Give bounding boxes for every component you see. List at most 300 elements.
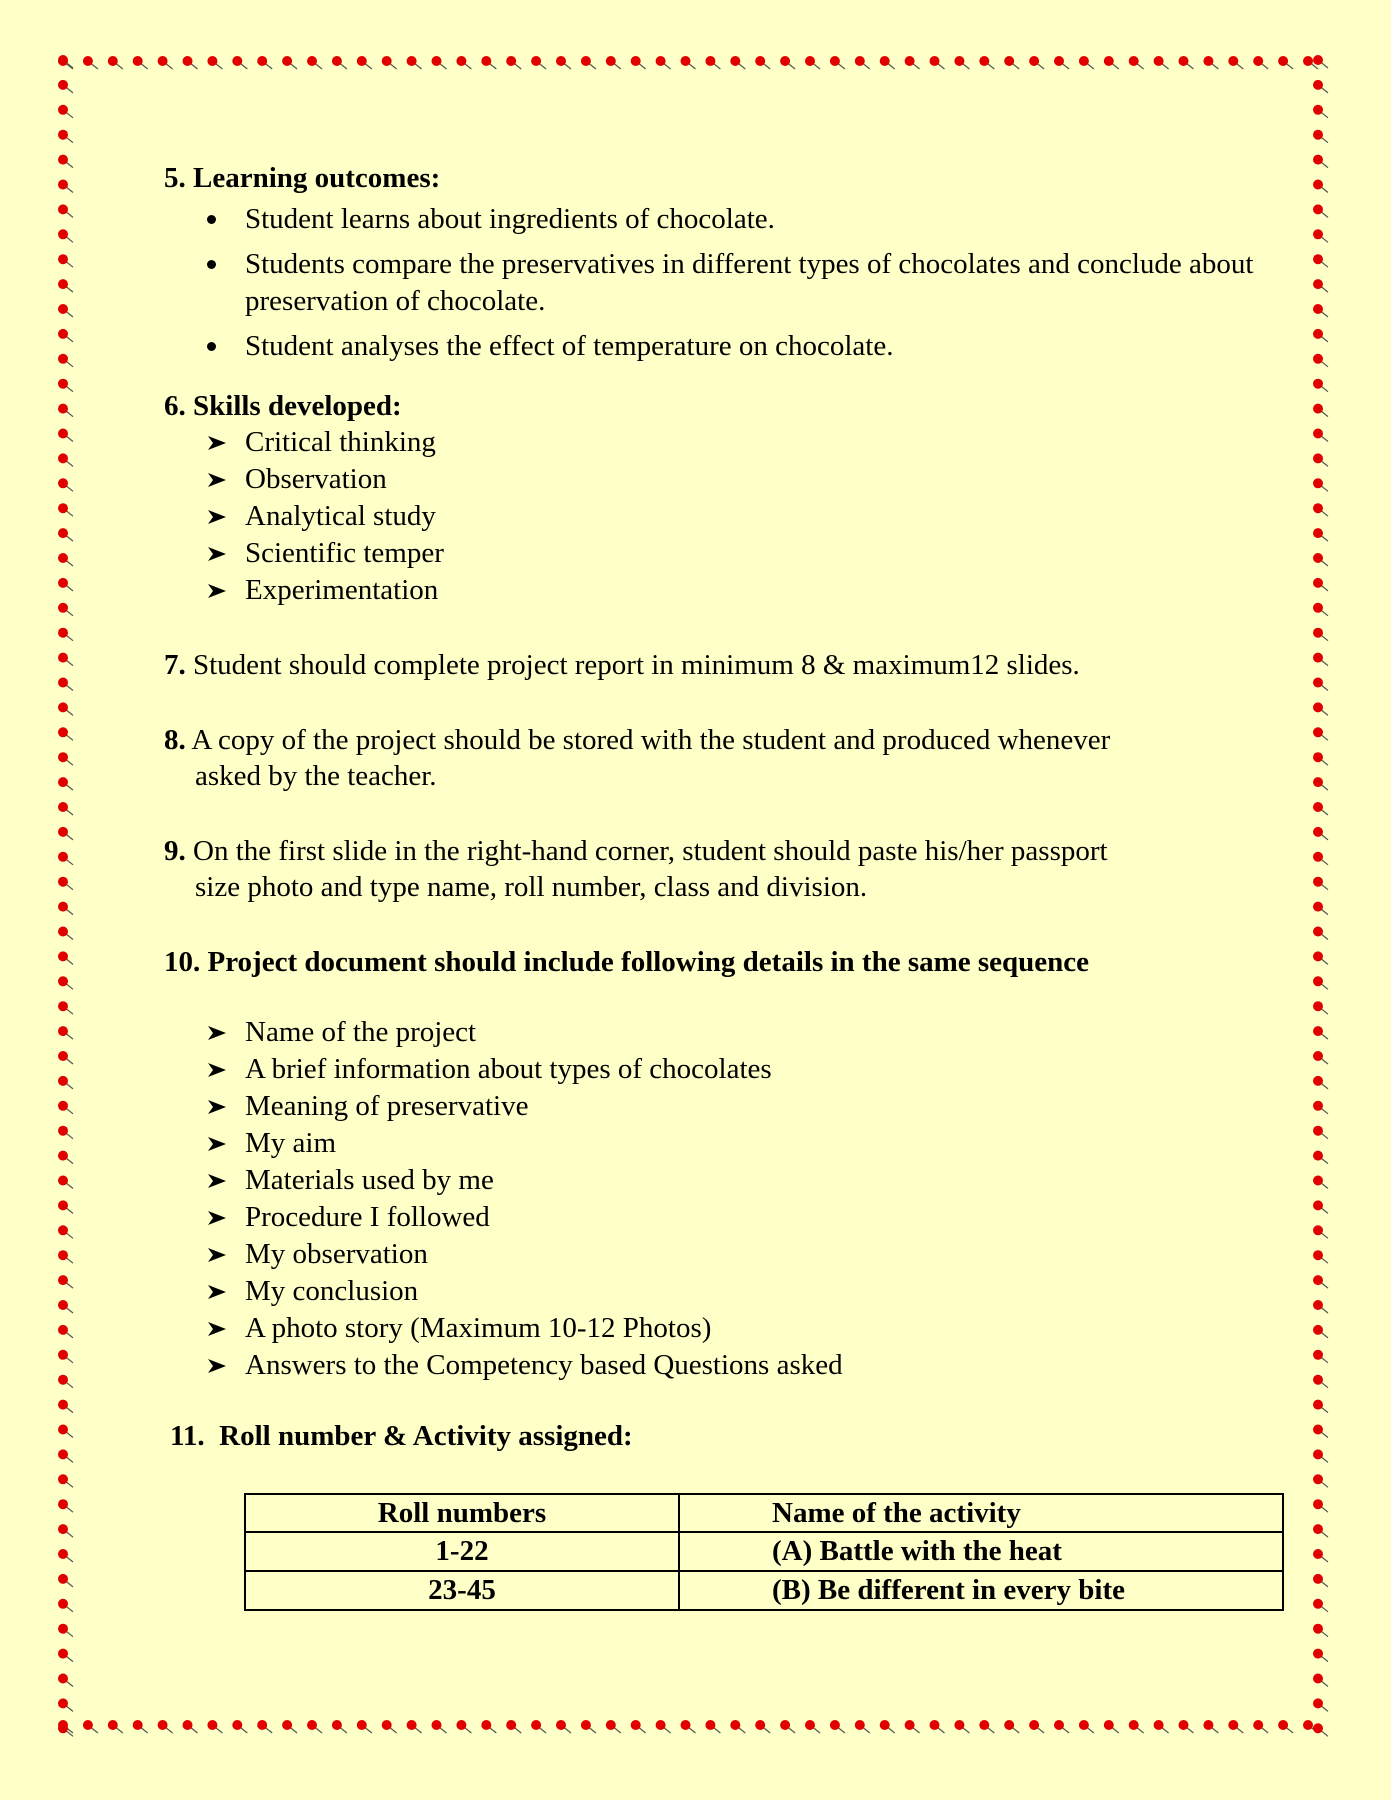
border-pin-dot	[58, 1698, 73, 1711]
border-pin-dot	[1313, 1549, 1328, 1562]
border-pin-dot	[58, 628, 73, 641]
border-pin-dot	[954, 1720, 969, 1733]
border-pin-dot	[581, 1720, 596, 1733]
border-pin-dot	[1029, 56, 1044, 69]
border-pin-dot	[1313, 976, 1328, 989]
border-pin-dot	[1278, 1720, 1293, 1733]
border-pin-dot	[58, 1250, 73, 1263]
border-pin-dot	[730, 1720, 745, 1733]
border-pin-dot	[58, 379, 73, 392]
border-pin-dot	[158, 56, 173, 69]
border-pin-dot	[1313, 1126, 1328, 1139]
table-row	[245, 1571, 1283, 1610]
border-pin-dot	[1253, 56, 1268, 69]
border-pin-dot	[58, 603, 73, 616]
border-pin-dot	[58, 1499, 73, 1512]
border-pin-dot	[1313, 628, 1328, 641]
document-details-list	[164, 1014, 1294, 1384]
border-pin-dot	[1313, 702, 1328, 715]
border-pin-dot	[1054, 56, 1069, 69]
border-pin-dot	[58, 902, 73, 915]
decorative-border-right	[1312, 54, 1332, 1738]
border-pin-dot	[855, 1720, 870, 1733]
border-pin-dot	[133, 1720, 148, 1733]
border-pin-dot	[58, 777, 73, 790]
section-text: On the first slide in the right-hand corner, student should paste his/her passport size photo and type name, roll number, class and division.	[193, 834, 1108, 904]
border-pin-dot	[1104, 1720, 1119, 1733]
border-pin-dot	[531, 1720, 546, 1733]
border-pin-dot	[1313, 105, 1328, 118]
border-pin-dot	[1313, 1375, 1328, 1388]
border-pin-dot	[1313, 1051, 1328, 1064]
border-pin-dot	[1129, 56, 1144, 69]
arrowhead-bullet-icon	[207, 1062, 227, 1078]
border-pin-dot	[1313, 1001, 1328, 1014]
border-pin-dot	[58, 478, 73, 491]
border-pin-dot	[58, 653, 73, 666]
border-pin-dot	[855, 56, 870, 69]
border-pin-dot	[58, 105, 73, 118]
border-pin-dot	[407, 56, 422, 69]
border-pin-dot	[83, 1720, 98, 1733]
border-pin-dot	[730, 56, 745, 69]
border-pin-dot	[58, 1524, 73, 1537]
list-item: Student learns about ingredients of chocolate.	[245, 201, 1294, 238]
arrowhead-bullet-icon	[207, 472, 227, 488]
border-pin-dot	[481, 56, 496, 69]
border-pin-dot	[58, 304, 73, 317]
section-7-paragraph	[164, 647, 1155, 684]
border-pin-dot	[1313, 180, 1328, 193]
list-item: Answers to the Competency based Questions asked	[245, 1347, 1294, 1384]
list-item: Procedure I followed	[245, 1199, 1294, 1236]
border-pin-dot	[1129, 1720, 1144, 1733]
decorative-border-top	[57, 54, 1332, 74]
border-pin-dot	[58, 1151, 73, 1164]
border-pin-dot	[58, 553, 73, 566]
border-pin-dot	[1313, 852, 1328, 865]
list-item: My conclusion	[245, 1273, 1294, 1310]
border-pin-dot	[1313, 1350, 1328, 1363]
border-pin-dot	[1313, 1649, 1328, 1662]
border-pin-dot	[606, 1720, 621, 1733]
border-pin-dot	[58, 1449, 73, 1462]
border-pin-dot	[1313, 727, 1328, 740]
border-pin-dot	[58, 578, 73, 591]
arrowhead-bullet-icon	[207, 546, 227, 562]
border-pin-dot	[905, 1720, 920, 1733]
border-pin-dot	[108, 1720, 123, 1733]
border-pin-dot	[158, 1720, 173, 1733]
section-9-paragraph	[164, 833, 1155, 906]
border-pin-dot	[656, 56, 671, 69]
border-pin-dot	[1313, 1076, 1328, 1089]
border-pin-dot	[58, 254, 73, 267]
border-pin-dot	[58, 877, 73, 890]
border-pin-dot	[58, 1300, 73, 1313]
border-pin-dot	[1313, 528, 1328, 541]
border-pin-dot	[1313, 55, 1328, 68]
border-pin-dot	[1313, 1225, 1328, 1238]
border-pin-dot	[432, 1720, 447, 1733]
border-pin-dot	[1313, 1425, 1328, 1438]
border-pin-dot	[1313, 379, 1328, 392]
border-pin-dot	[332, 56, 347, 69]
border-pin-dot	[58, 802, 73, 815]
border-pin-dot	[830, 56, 845, 69]
border-pin-dot	[58, 1200, 73, 1213]
border-pin-dot	[257, 56, 272, 69]
border-pin-dot	[432, 56, 447, 69]
border-pin-dot	[58, 1624, 73, 1637]
border-pin-dot	[506, 56, 521, 69]
border-pin-dot	[382, 1720, 397, 1733]
border-pin-dot	[58, 1176, 73, 1189]
border-pin-dot	[83, 56, 98, 69]
border-pin-dot	[1313, 1698, 1328, 1711]
section-8-paragraph	[164, 722, 1155, 795]
column-header: Roll numbers	[245, 1494, 679, 1533]
border-pin-dot	[58, 852, 73, 865]
border-pin-dot	[1313, 204, 1328, 217]
border-pin-dot	[58, 80, 73, 93]
border-pin-dot	[58, 1325, 73, 1338]
border-pin-dot	[58, 1350, 73, 1363]
border-pin-dot	[58, 752, 73, 765]
border-pin-dot	[1313, 678, 1328, 691]
list-item: Analytical study	[245, 498, 1294, 535]
border-pin-dot	[1313, 304, 1328, 317]
border-pin-dot	[58, 1400, 73, 1413]
border-pin-dot	[58, 204, 73, 217]
border-pin-dot	[58, 503, 73, 516]
section-number: 8.	[164, 723, 186, 756]
border-pin-dot	[1313, 229, 1328, 242]
list-item: Name of the project	[245, 1014, 1294, 1051]
list-item: A photo story (Maximum 10-12 Photos)	[245, 1310, 1294, 1347]
border-pin-dot	[656, 1720, 671, 1733]
border-pin-dot	[556, 56, 571, 69]
border-pin-dot	[58, 329, 73, 342]
border-pin-dot	[58, 279, 73, 292]
border-pin-dot	[183, 56, 198, 69]
list-item: My observation	[245, 1236, 1294, 1273]
border-pin-dot	[1079, 56, 1094, 69]
border-pin-dot	[930, 56, 945, 69]
section-number: 6.	[164, 389, 186, 422]
decorative-border-left	[57, 54, 77, 1738]
border-pin-dot	[58, 678, 73, 691]
arrowhead-bullet-icon	[207, 1173, 227, 1189]
border-pin-dot	[979, 1720, 994, 1733]
border-pin-dot	[1313, 1499, 1328, 1512]
border-pin-dot	[58, 453, 73, 466]
border-pin-dot	[1313, 1101, 1328, 1114]
border-pin-dot	[58, 180, 73, 193]
table-row	[245, 1532, 1283, 1571]
border-pin-dot	[1313, 80, 1328, 93]
border-pin-dot	[1313, 1325, 1328, 1338]
border-pin-dot	[1029, 1720, 1044, 1733]
border-pin-dot	[481, 1720, 496, 1733]
border-pin-dot	[1313, 578, 1328, 591]
border-pin-dot	[1313, 329, 1328, 342]
border-pin-dot	[1313, 951, 1328, 964]
border-pin-dot	[232, 56, 247, 69]
border-pin-dot	[780, 56, 795, 69]
border-pin-dot	[58, 1723, 73, 1736]
border-pin-dot	[207, 1720, 222, 1733]
border-pin-dot	[58, 130, 73, 143]
border-pin-dot	[58, 55, 73, 68]
border-pin-dot	[58, 1574, 73, 1587]
border-pin-dot	[307, 1720, 322, 1733]
section-number: 5.	[164, 162, 186, 194]
border-pin-dot	[1313, 902, 1328, 915]
border-pin-dot	[755, 1720, 770, 1733]
border-pin-dot	[1313, 1474, 1328, 1487]
border-pin-dot	[58, 155, 73, 168]
border-pin-dot	[1313, 777, 1328, 790]
border-pin-dot	[257, 1720, 272, 1733]
border-pin-dot	[1313, 1599, 1328, 1612]
border-pin-dot	[1004, 1720, 1019, 1733]
document-body	[164, 160, 1294, 1611]
section-title: Learning outcomes:	[193, 162, 441, 194]
border-pin-dot	[606, 56, 621, 69]
border-pin-dot	[1313, 1300, 1328, 1313]
list-item: Materials used by me	[245, 1162, 1294, 1199]
section-number: 9.	[164, 834, 186, 867]
border-pin-dot	[954, 56, 969, 69]
border-pin-dot	[58, 229, 73, 242]
border-pin-dot	[382, 56, 397, 69]
border-pin-dot	[1228, 56, 1243, 69]
border-pin-dot	[58, 1599, 73, 1612]
border-pin-dot	[755, 56, 770, 69]
border-pin-dot	[830, 1720, 845, 1733]
list-item: Students compare the preservatives in different types of chocolates and conclude about preservation of chocolate.	[245, 246, 1294, 319]
border-pin-dot	[1313, 279, 1328, 292]
border-pin-dot	[1313, 877, 1328, 890]
border-pin-dot	[58, 827, 73, 840]
section-10-heading	[164, 944, 1294, 981]
border-pin-dot	[1313, 827, 1328, 840]
list-item: Observation	[245, 461, 1294, 498]
border-pin-dot	[58, 1225, 73, 1238]
activity-assignment-table	[244, 1493, 1284, 1611]
border-pin-dot	[880, 56, 895, 69]
list-item: Critical thinking	[245, 424, 1294, 461]
border-pin-dot	[631, 1720, 646, 1733]
skills-list	[164, 424, 1294, 609]
border-pin-dot	[1228, 1720, 1243, 1733]
border-pin-dot	[681, 1720, 696, 1733]
border-pin-dot	[1154, 1720, 1169, 1733]
border-pin-dot	[1313, 1250, 1328, 1263]
border-pin-dot	[705, 56, 720, 69]
border-pin-dot	[58, 1026, 73, 1039]
section-title: Roll number & Activity assigned:	[219, 1420, 633, 1453]
border-pin-dot	[282, 1720, 297, 1733]
section-5-heading	[164, 160, 1294, 197]
border-pin-dot	[1313, 752, 1328, 765]
border-pin-dot	[307, 56, 322, 69]
arrowhead-bullet-icon	[207, 1136, 227, 1152]
border-pin-dot	[58, 1649, 73, 1662]
border-pin-dot	[556, 1720, 571, 1733]
border-pin-dot	[58, 1674, 73, 1687]
border-pin-dot	[58, 951, 73, 964]
section-number: 7.	[164, 649, 186, 682]
section-number: 11.	[170, 1420, 205, 1453]
border-pin-dot	[1154, 56, 1169, 69]
border-pin-dot	[58, 1549, 73, 1562]
border-pin-dot	[1104, 56, 1119, 69]
border-pin-dot	[58, 927, 73, 940]
border-pin-dot	[58, 976, 73, 989]
border-pin-dot	[1313, 1674, 1328, 1687]
border-pin-dot	[1313, 1624, 1328, 1637]
arrowhead-bullet-icon	[207, 435, 227, 451]
border-pin-dot	[805, 1720, 820, 1733]
border-pin-dot	[58, 1076, 73, 1089]
border-pin-dot	[1313, 553, 1328, 566]
border-pin-dot	[207, 56, 222, 69]
border-pin-dot	[1179, 1720, 1194, 1733]
border-pin-dot	[506, 1720, 521, 1733]
border-pin-dot	[58, 528, 73, 541]
decorative-border-bottom	[57, 1718, 1332, 1738]
list-item: Student analyses the effect of temperature on chocolate.	[245, 328, 1294, 365]
border-pin-dot	[1313, 1400, 1328, 1413]
arrowhead-bullet-icon	[207, 1247, 227, 1263]
border-pin-dot	[1313, 1524, 1328, 1537]
arrowhead-bullet-icon	[207, 509, 227, 525]
border-pin-dot	[58, 1126, 73, 1139]
list-item: Meaning of preservative	[245, 1088, 1294, 1125]
arrowhead-bullet-icon	[207, 1099, 227, 1115]
list-item: Scientific temper	[245, 535, 1294, 572]
border-pin-dot	[108, 56, 123, 69]
section-text: Student should complete project report in minimum 8 & maximum12 slides.	[193, 649, 1080, 682]
border-pin-dot	[1313, 653, 1328, 666]
border-pin-dot	[58, 1275, 73, 1288]
arrowhead-bullet-icon	[207, 583, 227, 599]
border-pin-dot	[1313, 404, 1328, 417]
border-pin-dot	[1278, 56, 1293, 69]
arrowhead-bullet-icon	[207, 1284, 227, 1300]
list-item: A brief information about types of chocolates	[245, 1051, 1294, 1088]
arrowhead-bullet-icon	[207, 1210, 227, 1226]
table-cell: (A) Battle with the heat	[679, 1532, 1283, 1571]
border-pin-dot	[183, 1720, 198, 1733]
border-pin-dot	[1313, 354, 1328, 367]
border-pin-dot	[1313, 927, 1328, 940]
border-pin-dot	[1313, 603, 1328, 616]
border-pin-dot	[1079, 1720, 1094, 1733]
border-pin-dot	[357, 1720, 372, 1733]
border-pin-dot	[282, 56, 297, 69]
border-pin-dot	[1313, 1200, 1328, 1213]
border-pin-dot	[58, 1101, 73, 1114]
border-pin-dot	[1313, 1574, 1328, 1587]
border-pin-dot	[1313, 1275, 1328, 1288]
border-pin-dot	[1004, 56, 1019, 69]
border-pin-dot	[1313, 1026, 1328, 1039]
border-pin-dot	[1179, 56, 1194, 69]
column-header: Name of the activity	[679, 1494, 1283, 1533]
border-pin-dot	[58, 1425, 73, 1438]
border-pin-dot	[1253, 1720, 1268, 1733]
border-pin-dot	[58, 702, 73, 715]
learning-outcomes-list	[164, 201, 1294, 365]
border-pin-dot	[631, 56, 646, 69]
border-pin-dot	[1313, 1723, 1328, 1736]
section-text: A copy of the project should be stored with the student and produced whenever asked by the teacher.	[191, 723, 1111, 793]
list-item: My aim	[245, 1125, 1294, 1162]
border-pin-dot	[1313, 130, 1328, 143]
table-cell: 1-22	[245, 1532, 679, 1571]
border-pin-dot	[1203, 56, 1218, 69]
border-pin-dot	[407, 1720, 422, 1733]
border-pin-dot	[58, 1474, 73, 1487]
border-pin-dot	[133, 56, 148, 69]
border-pin-dot	[1054, 1720, 1069, 1733]
border-pin-dot	[1313, 1176, 1328, 1189]
border-pin-dot	[531, 56, 546, 69]
border-pin-dot	[880, 1720, 895, 1733]
border-pin-dot	[456, 56, 471, 69]
border-pin-dot	[357, 56, 372, 69]
border-pin-dot	[456, 1720, 471, 1733]
border-pin-dot	[58, 1375, 73, 1388]
border-pin-dot	[232, 1720, 247, 1733]
section-title: Project document should include following details in the same sequence	[207, 945, 1090, 978]
border-pin-dot	[1313, 155, 1328, 168]
table-cell: (B) Be different in every bite	[679, 1571, 1283, 1610]
table-cell: 23-45	[245, 1571, 679, 1610]
border-pin-dot	[1313, 478, 1328, 491]
border-pin-dot	[1313, 503, 1328, 516]
border-pin-dot	[58, 429, 73, 442]
border-pin-dot	[905, 56, 920, 69]
border-pin-dot	[58, 1001, 73, 1014]
border-pin-dot	[58, 1051, 73, 1064]
border-pin-dot	[780, 1720, 795, 1733]
border-pin-dot	[332, 1720, 347, 1733]
border-pin-dot	[1313, 802, 1328, 815]
border-pin-dot	[705, 1720, 720, 1733]
section-6-heading	[164, 388, 1294, 425]
border-pin-dot	[1313, 429, 1328, 442]
border-pin-dot	[58, 354, 73, 367]
border-pin-dot	[1313, 1151, 1328, 1164]
border-pin-dot	[1313, 453, 1328, 466]
arrowhead-bullet-icon	[207, 1025, 227, 1041]
arrowhead-bullet-icon	[207, 1321, 227, 1337]
border-pin-dot	[930, 1720, 945, 1733]
border-pin-dot	[581, 56, 596, 69]
border-pin-dot	[58, 404, 73, 417]
section-title: Skills developed:	[193, 389, 402, 422]
border-pin-dot	[979, 56, 994, 69]
border-pin-dot	[805, 56, 820, 69]
border-pin-dot	[1313, 254, 1328, 267]
border-pin-dot	[1313, 1449, 1328, 1462]
section-number: 10.	[164, 945, 201, 978]
border-pin-dot	[681, 56, 696, 69]
